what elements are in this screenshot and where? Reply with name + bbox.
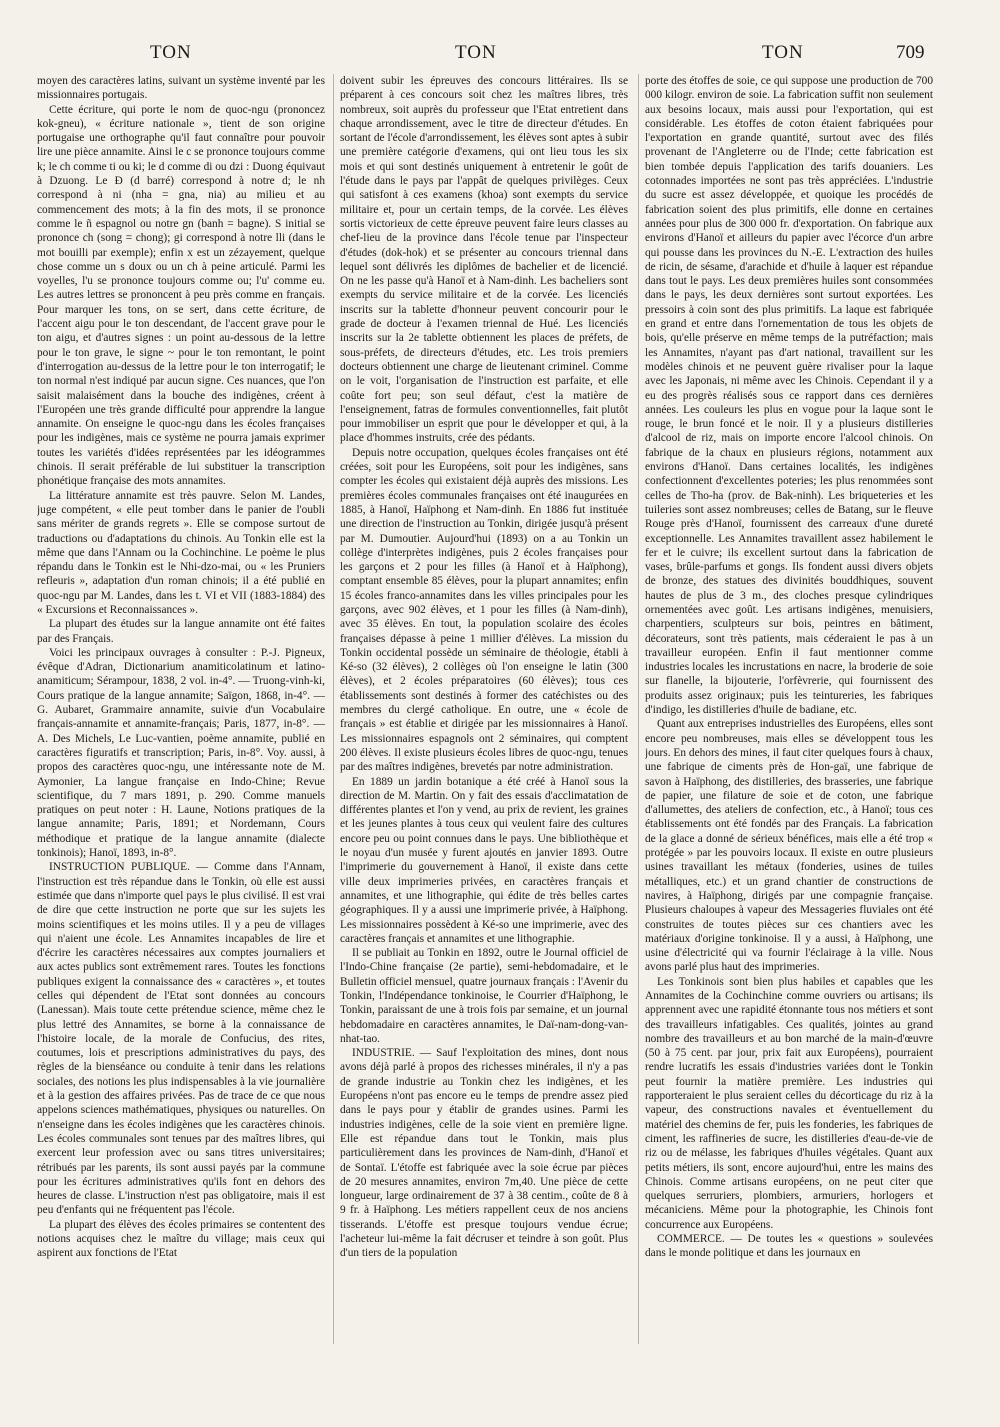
paragraph: porte des étoffes de soie, ce qui suppose une production de 700 000 kilogr. environ de soie. La fabrication suffit non seulement aux besoins locaux, mais aussi pour l'exportation, qui est considérable. Les étoffes de coton étaient fabriquées pour l'exportation en grande quantité, surtout avec des filés provenant de l'Angleterre ou de l'Inde; cette fabrication est bien tombée depuis l'application des tarifs douaniers. Les cotonnades importées ne sont pas très appréciées. L'industrie du sucre est assez développée, et quoique les procédés de fabrication soient des plus primitifs, elle donne en certaines années pour plus de 300 000 fr. d'exportation. On fabrique aux environs d'Hanoï et ailleurs du papier avec l'écorce d'un arbre qui pousse dans les provinces du N.-E. L'extraction des huiles de ricin, de sésame, d'arachide et d'huile à laquer est répandue dans tout le pays. Les deux premières huiles sont consommées dans le pays, les deux dernières sont surtout exportées. Les pressoirs à coin sont des plus primitifs. La laque est fabriquée en grand et entre dans l'ornementation de tous les objets de bois, qu'elle préserve en même temps de la putréfaction; mais les Annamites, n'ayant pas d'art national, travaillent sur les modèles chinois et ne peuvent guère rivaliser pour la laque avec les Japonais, ni même avec les Chinois. Cependant il y a eu des progrès réalisés sous ce rapport dans ces dernières années. Les couleurs les plus en vogue pour la laque sont le rouge, le brun foncé et le noir. Il y a plusieurs distilleries d'alcool de riz, mais on importe encore l'alcool chinois. On fabrique de la chaux en plusieurs régions, notamment aux environs d'Hanoï. Dans certaines localités, les indigènes confectionnent d'excellentes poteries; les plus renommées sont celles de Tho-ha (prov. de Bak-ninh). Les briqueteries et les tuileries sont assez nombreuses; celles de Batang, sur le fleuve Rouge près d'Hanoï, fournissent des carreaux d'une dureté exceptionnelle. Les Annamites travaillent assez habilement le fer et le cuivre; ils excellent surtout dans la fabrication de vases, brûle-parfums et gongs. Ils fondent aussi divers objets de bronze, des statues des divinités bouddhiques, souvent hautes de plus de 3 m., des cloches presque cylindriques ornementées avec goût. Les artisans indigènes, menuisiers, charpentiers, sculpteurs sur bois, peintres en bâtiment, décorateurs, sont très patients, mais céderaient le pas à un travailleur européen. Enfin il faut mentionner comme industries locales les incrustations en nacre, la broderie de soie sur flanelle, la bijouterie, l'orfèvrerie, qui fournissent des produits assez originaux; puis les teintureries, les fabriques d'indigo, les distilleries d'huile de badiane, etc. <box>645 75 933 717</box>
text-column-3 <box>645 74 933 1344</box>
paragraph: Il se publiait au Tonkin en 1892, outre le Journal officiel de l'Indo-Chine française (2e partie), semi-hebdomadaire, et le Bulletin officiel mensuel, quatre journaux français : l'Avenir du Tonkin, l'Indépendance tonkinoise, le Courrier d'Haïphong, le Tonkin, paraissant de une à trois fois par semaine, et un journal hebdomadaire en caractères annamites, le Daï-nam-dong-van-nhat-tao. <box>340 947 628 1045</box>
paragraph: La littérature annamite est très pauvre. Selon M. Landes, juge compétent, « elle peut tomber dans le panier de l'oubli sans mériter de grands regrets ». Elle se compose surtout de traductions ou d'adaptations du chinois. Au Tonkin elle est la même que dans l'Annam ou la Cochinchine. Le poème le plus répandu dans le Tonkin est le Nhi-dzo-mai, ou « les Pruniers refleuris », adaptation d'un roman chinois; il a été publié en quoc-ngu par M. Landes, dans les t. VI et VII (1883-1884) des « Excursions et Reconnaissances ». <box>37 489 325 616</box>
paragraph: Depuis notre occupation, quelques écoles françaises ont été créées, soit pour les Européens, soit pour les indigènes, sans compter les écoles qui existaient déjà auprès des missions. Les premières écoles communales françaises ont été inaugurées en 1885, à Hanoï, Haïphong et Nam-dinh. En 1886 fut instituée une direction de l'instruction au Tonkin, dirigée jusqu'à présent par M. Dumoutier. Aujourd'hui (1893) on a au Tonkin un collège d'interprètes indigènes, puis 2 écoles françaises pour les garçons et 2 pour les filles (à Hanoï et à Haïphong), comptant ensemble 85 élèves, pour la plupart annamites; enfin 15 écoles franco-annamites dans les villes principales pour les garçons, avec 902 élèves, et 1 pour les filles (à Nam-dinh), avec 35 élèves. En tout, la population scolaire des écoles françaises dépasse à peine 1 millier d'élèves. La mission du Tonkin occidental possède un séminaire de théologie, établi à Ké-so (32 élèves), 2 collèges où l'on enseigne le latin (300 élèves), et 2 écoles préparatoires (60 élèves); tous ces établissements sont destinés à former des catéchistes ou des membres du clergé catholique. En outre, une « école de français » est établie et dirigée par les missionnaires à Hanoï. Les missionnaires espagnols ont 2 séminaires, qui comptent 200 élèves. Il existe plusieurs écoles libres de quoc-ngu, tenues par des maîtres indigènes, brevetés par notre administration. <box>340 446 628 774</box>
paragraph: INSTRUCTION PUBLIQUE. — Comme dans l'Annam, l'instruction est très répandue dans le Tonkin, où elle est aussi estimée que dans n'importe quel pays le plus civilisé. Il est vrai de dire que cette instruction ne porte que sur les sujets les moins scientifiques et les moins utiles. Il y a peu de villages qui n'aient une école. Les Annamites incapables de lire et d'écrire les caractères nécessaires aux comptes journaliers et aux actes publics sont extrêmement rares. Toutes les fonctions publiques exigent la connaissance des « caractères », et toutes celles qui dépendent de l'Etat sont données au concours (Lanessan). Mais toute cette prétendue science, même chez le plus lettré des Annamites, se borne à la connaissance de l'histoire locale, de la morale de Confucius, des rites, coutumes, lois et prescriptions administratives du pays, des règles de la bienséance ou conduite à tenir dans les relations sociales, des notions les plus indispensables à la vie journalière et à la gestion des affaires privées. Pas de trace de ce que nous appelons sciences mathématiques, physiques ou naturelles. On n'enseigne dans les écoles indigènes que les caractères chinois. Les écoles communales sont tenues par des maîtres libres, qui exercent leur profession avec ou sans titres universitaires; rétribués par les parents, ils sont aussi payés par la commune pour les écritures administratives qu'ils font en dehors des heures de classe. L'instruction n'est pas obligatoire, mais il est peu d'enfants qui ne fréquentent pas l'école. <box>37 861 325 1217</box>
page-number: 709 <box>896 42 925 63</box>
paragraph: doivent subir les épreuves des concours littéraires. Ils se préparent à ces concours soit chez les maîtres libres, très nombreux, soit auprès du professeur que l'Etat entretient dans chaque arrondissement, avec le titre de directeur d'études. En sortant de l'école d'arrondissement, les élèves sont aptes à subir une première catégorie d'examens, qui ont lieu tous les six mois et qui sont destinés uniquement à entretenir le goût de l'étude dans le pays par l'appât de quelques privilèges. Ceux qui satisfont à ces examens (khoa) sont exempts du service militaire et, pour un certain temps, de la corvée. Les élèves sortis victorieux de cette épreuve peuvent faire leurs classes au chef-lieu de la province dans l'école tenue par l'inspecteur d'études (dok-hok) et se présenter au concours triennal dans lequel sont délivrés les diplômes de bachelier et de licencié. On ne les passe qu'à Hanoï et à Nam-dinh. Les bacheliers sont exempts du service militaire et de la corvée. Les licenciés inscrits sur la tablette d'honneur peuvent concourir pour le grade de docteur à l'examen triennal de Hué. Les licenciés inscrits sur la 2e tablette obtiennent les places de préfets, de sous-préfets, de directeurs d'études, etc. Les trois premiers docteurs obtiennent une charge de lieutenant criminel. Comme on le voit, l'organisation de l'instruction est parfaite, et elle coûte fort peu; son seul défaut, c'est la matière de l'enseignement, fatras de formules conventionnelles, fait plutôt pour immobiliser un esprit que pour le développer et qui, à la place d'hommes instruits, crée des pédants. <box>340 75 628 445</box>
paragraph: La plupart des études sur la langue annamite ont été faites par des Français. <box>37 618 325 645</box>
running-head-center: TON <box>455 42 497 63</box>
paragraph: Les Tonkinois sont bien plus habiles et capables que les Annamites de la Cochinchine comme ouvriers ou artisans; ils apprennent avec une rapidité étonnante tous nos métiers et sont des travailleurs infatigables. Ces qualités, jointes au grand nombre des travailleurs et au bon marché de la main-d'œuvre (50 à 75 cent. par jour, prix fait aux Européens), pourraient rendre lucratifs les essais d'industries variées dont le Tonkin peut fournir la matière première. Les industries qui rapporteraient le plus seraient celles du décorticage du riz à la vapeur, des constructions navales et éventuellement du matériel des chemins de fer, puis les fonderies, les fabriques de ciment, les raffineries de sucre, les distilleries d'eau-de-vie de riz ou de mélasse, les fabriques d'huiles végétales. Quant aux petits métiers, ils sont, encore aujourd'hui, entre les mains des Chinois. Comme artisans européens, on ne peut citer que quelques serruriers, plombiers, armuriers, horlogers et mécaniciens. Même pour la photographie, les Chinois font concurrence aux Européens. <box>645 975 933 1231</box>
paragraph: INDUSTRIE. — Sauf l'exploitation des mines, dont nous avons déjà parlé à propos des richesses minérales, il n'y a pas de grande industrie au Tonkin chez les indigènes, et les Européens n'ont pas encore eu le temps de prendre assez pied dans le pays pour y établir de grandes usines. Parmi les industries indigènes, celle de la soie vient en première ligne. Elle est répandue dans tout le Tonkin, mais plus particulièrement dans les provinces de Nam-dinh, d'Hanoï et de Sontaï. L'étoffe est fabriquée avec la soie écrue par pièces de 20 mesures annamites, environ 7m,40. Une pièce de cette longueur, large ordinairement de 37 à 38 centim., coûte de 8 à 9 fr. à Haïphong. Les métiers rappellent ceux de nos anciens tisserands. L'étoffe est presque toujours vendue écrue; l'acheteur lui-même la fait décruser et teindre à son goût. Plus d'un tiers de la population <box>340 1047 628 1260</box>
column-divider <box>333 74 334 1344</box>
paragraph: Quant aux entreprises industrielles des Européens, elles sont encore peu nombreuses, mais elles se développent tous les jours. En dehors des mines, il faut citer quelques fours à chaux, une fabrique de ciments près de Hon-gaï, une fabrique de savon à Haïphong, des distilleries, des brasseries, une fabrique de papier, une filature de soie et de coton, une fabrique d'allumettes, des ateliers de confection, etc., à Hanoï; tous ces établissements ont été fondés par des Français. La fabrication de la glace a donné de sérieux bénéfices, mais elle a été trop « protégée » par les pouvoirs locaux. Il existe en outre plusieurs usines travaillant les métaux (fonderies, usines de tuiles métalliques, etc.) et un grand chantier de constructions de navires, à Haïphong, dirigés par une compagnie française. Plusieurs chaloupes à vapeur des Messageries fluviales ont été construites de toutes pièces sur ces chantiers avec les matériaux d'origine tonkinoise. Il y a aussi, à Haïphong, une usine d'électricité qui va fournir l'éclairage à la ville. Nous avons parlé plus haut des imprimeries. <box>645 718 933 974</box>
column-divider <box>638 74 639 1344</box>
running-head-left: TON <box>150 42 192 63</box>
paragraph: En 1889 un jardin botanique a été créé à Hanoï sous la direction de M. Martin. On y fait des essais d'acclimatation de différentes plantes et l'on y vend, au prix de revient, les graines et les jeunes plantes à tous ceux qui veulent faire des cultures encore peu ou point connues dans le pays. Une bibliothèque et le noyau d'un musée y furent ajoutés en janvier 1893. Outre l'imprimerie du gouvernement à Hanoï, il existe dans cette ville deux imprimeries privées, en caractères français et annamites, et une lithographie, qui édite de très belles cartes géographiques. Il y a aussi une imprimerie privée, à Haïphong. Les missionnaires possèdent à Ké-so une imprimerie, avec des caractères français et annamites et une lithographie. <box>340 775 628 945</box>
paragraph: moyen des caractères latins, suivant un système inventé par les missionnaires portugais. <box>37 75 325 102</box>
paragraph: La plupart des élèves des écoles primaires se contentent des notions acquises chez le maître du village; mais ceux qui aspirent aux fonctions de l'Etat <box>37 1218 325 1260</box>
text-column-2 <box>340 74 628 1344</box>
running-head-right: TON <box>762 42 804 63</box>
paragraph: Cette écriture, qui porte le nom de quoc-ngu (prononcez kok-gneu), « écriture nationale », tient de son origine portugaise une orthographe qu'il faut connaître pour pouvoir lire une pièce annamite. Ainsi le c se prononce toujours comme k; le ch comme ti ou ki; le d comme di ou dzi : Duong équivaut à Dzuong. Le Đ (d barré) correspond à notre d; le nh correspond à ni (nha = gna, nia) au milieu et au commencement des mots; à la fin des mots, il se prononce comme le ñ espagnol ou notre gn (banh = bagne). S initial se prononce ch (song = chong); gi correspond à notre lli (dans le mot bouilli par exemple); enfin x est un zézayement, quelque chose comme un s doux ou un ch à peine articulé. Parmi les voyelles, l'u se prononce toujours comme ou; l'u' comme eu. Les autres lettres se prononcent à peu près comme en français. Pour marquer les tons, on se sert, dans cette écriture, de l'accent aigu pour le ton descendant, de l'accent grave pour le ton aigu, et d'autres signes : un point au-dessous de la lettre pour le ton grave, le signe ~ pour le ton remontant, le point d'interrogation au-dessus de la lettre pour le ton interrogatif; le ton normal n'est indiqué par aucun signe. Ces nuances, que l'on saisit malaisément dans la bouche des indigènes, créent à l'Européen une très grande difficulté pour apprendre la langue annamite. On enseigne le quoc-ngu dans les écoles françaises pour les indigènes, mais ce système ne pourra jamais exprimer toutes les variétés d'idées représentées par les idéogrammes chinois. Il serait préférable de lui substituer la transcription phonétique française des mots annamites. <box>37 103 325 488</box>
paragraph: COMMERCE. — De toutes les « questions » soulevées dans le monde politique et dans les journaux en <box>645 1233 933 1260</box>
paragraph: Voici les principaux ouvrages à consulter : P.-J. Pigneux, évêque d'Adran, Dictionarium anamiticolatinum et latino-anamiticum; Sérampour, 1838, 2 vol. in-4°. — Truong-vinh-ki, Cours pratique de la langue annamite; Saïgon, 1868, in-4°. — G. Aubaret, Grammaire annamite, suivie d'un Vocabulaire français-annamite et annamite-français; Paris, 1877, in-8°. — A. Des Michels, Le Luc-vantien, poème annamite, publié en caractères figuratifs et transcription; Paris, in-8°. Voy. aussi, à propos des caractères quoc-ngu, une intéressante note de M. Aymonier, La langue française en Indo-Chine; Revue scientifique, du 7 mars 1891, p. 290. Comme manuels pratiques on peut noter : H. Laune, Notions pratiques de la langue annamite; Paris, 1891; et Nordemann, Cours méthodique et pratique de la langue annamite (dialecte tonkinois); Hanoï, 1893, in-8°. <box>37 646 325 860</box>
text-column-1 <box>37 74 325 1344</box>
